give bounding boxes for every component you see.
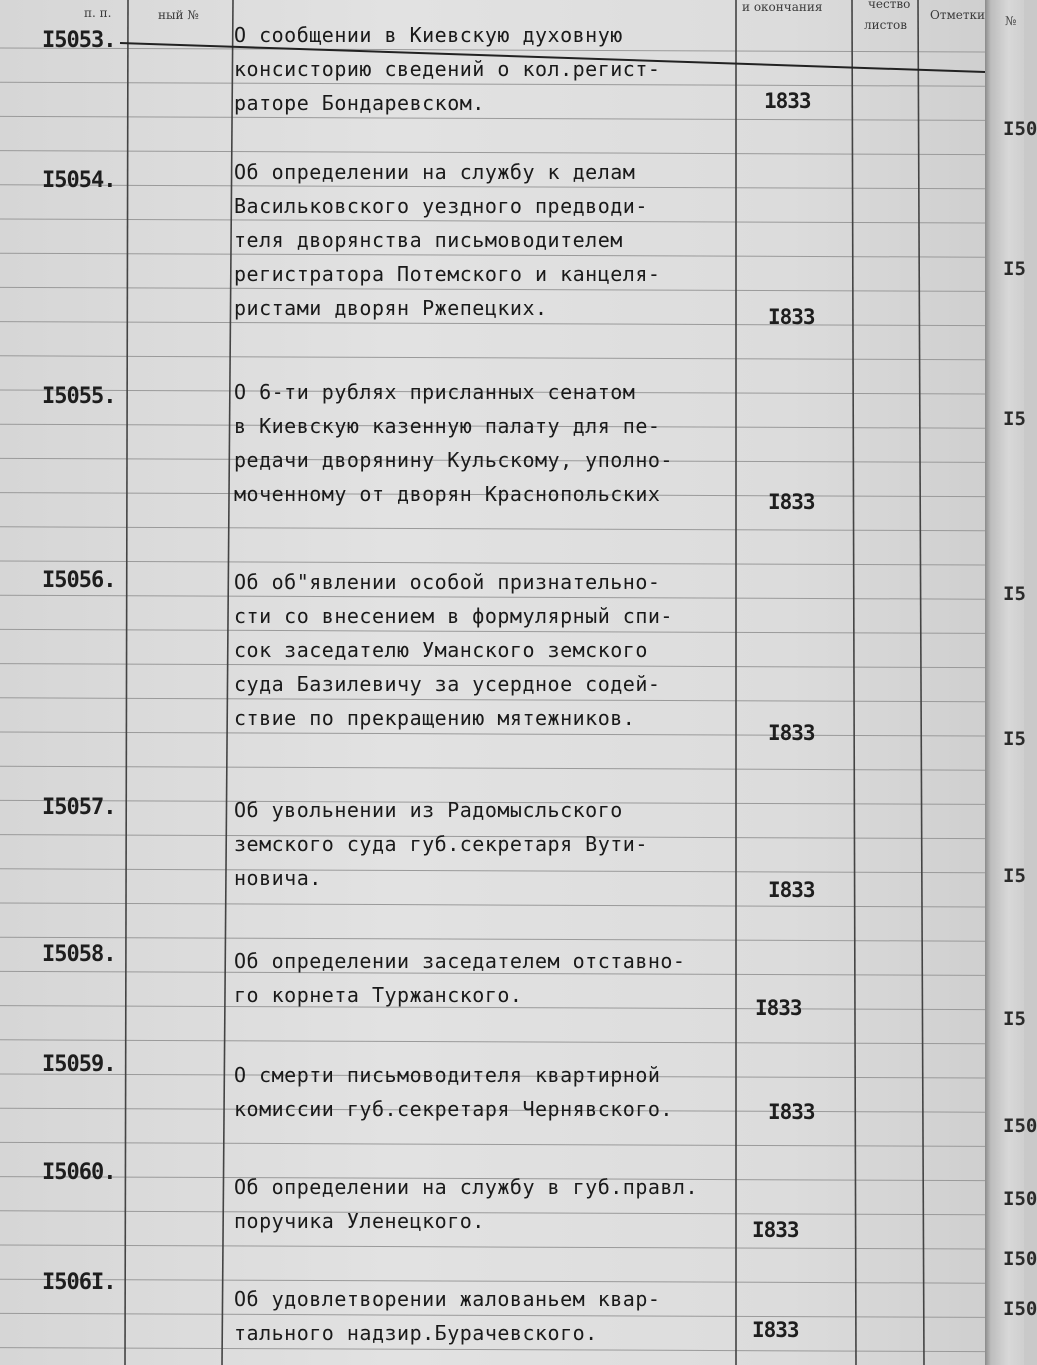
adjacent-page-header: № — [1005, 14, 1017, 28]
entry-line: раторе Бондаревском. — [234, 91, 485, 115]
entry-number: I5060. — [42, 1160, 116, 1185]
entry-number: I5058. — [42, 942, 116, 967]
entry-line: Об определении на службу в губ.правл. — [234, 1175, 699, 1199]
entry-line: теля дворянства письмоводителем — [234, 228, 623, 252]
entry-number: I5059. — [42, 1052, 116, 1077]
entry-year: I833 — [768, 721, 815, 745]
entry-line: го корнета Туржанского. — [234, 983, 523, 1007]
adjacent-page-number: I50 — [1003, 1115, 1037, 1137]
entry-year: I833 — [768, 490, 815, 514]
entry-number: I506I. — [42, 1270, 116, 1295]
entry-number: I5054. — [42, 168, 116, 193]
entry-line: поручика Уленецкого. — [234, 1209, 485, 1233]
entry-description — [234, 155, 754, 325]
entry-line: редачи дворянину Кульскому, уполно- — [234, 448, 673, 472]
adjacent-page-number: I50 — [1003, 1188, 1037, 1210]
ruled-line — [0, 903, 985, 907]
ruled-line — [0, 1040, 985, 1044]
ruled-line — [0, 151, 985, 155]
adjacent-page-number: I5 — [1003, 583, 1026, 605]
entry-line: новича. — [234, 866, 322, 890]
entry-line: Васильковского уездного предводи- — [234, 194, 648, 218]
adjacent-page-number: I5 — [1003, 728, 1026, 750]
header-col-sheets: листов — [864, 18, 907, 32]
ruled-line — [0, 356, 985, 360]
entry-line: комиссии губ.секретаря Чернявского. — [234, 1097, 673, 1121]
entry-description — [234, 1282, 754, 1350]
entry-line: О смерти письмоводителя квартирной — [234, 1063, 661, 1087]
entry-line: Об определении на службу к делам — [234, 160, 636, 184]
adjacent-page-number: I50 — [1003, 1248, 1037, 1270]
entry-description — [234, 375, 754, 511]
entry-line: регистратора Потемского и канцеля- — [234, 262, 661, 286]
entry-line: ристами дворян Ржепецких. — [234, 296, 548, 320]
ruled-line — [0, 766, 985, 770]
adjacent-page-number: I50 — [1003, 1298, 1037, 1320]
entry-year: I833 — [752, 1218, 799, 1242]
entry-line: сти со внесением в формулярный спи- — [234, 604, 673, 628]
ruled-line — [0, 937, 985, 941]
entry-line: ствие по прекращению мятежников. — [234, 706, 636, 730]
entry-description — [234, 565, 754, 735]
adjacent-page-number: I50 — [1003, 118, 1037, 140]
entry-line: тального надзир.Бурачевского. — [234, 1321, 598, 1345]
adjacent-page-number: I5 — [1003, 865, 1026, 887]
entry-line: консисторию сведений о кол.регист- — [234, 57, 661, 81]
adjacent-page-edge — [985, 0, 1037, 1365]
header-col-sheets-top: чество — [868, 0, 911, 11]
header-col-number: п. п. — [84, 6, 112, 20]
ruled-line — [0, 527, 985, 531]
adjacent-page-number: I5 — [1003, 258, 1026, 280]
entry-description — [234, 944, 754, 1012]
entry-description — [234, 18, 754, 120]
ruled-line — [0, 1245, 985, 1249]
entry-line: О сообщении в Киевскую духовную — [234, 23, 623, 47]
entry-year: I833 — [768, 1100, 815, 1124]
ruled-line — [0, 1142, 985, 1146]
header-col-notes: Отметки — [930, 8, 986, 22]
entry-line: Об увольнении из Радомысльского — [234, 798, 623, 822]
header-col-end-date: и окончания — [742, 0, 823, 14]
entry-line: земского суда губ.секретаря Вути- — [234, 832, 648, 856]
entry-number: I5055. — [42, 384, 116, 409]
entry-line: Об удовлетворении жалованьем квар- — [234, 1287, 661, 1311]
entry-line: суда Базилевичу за усердное содей- — [234, 672, 661, 696]
entry-line: сок заседателю Уманского земского — [234, 638, 648, 662]
entry-year: I833 — [752, 1318, 799, 1342]
entry-line: О 6-ти рублях присланных сенатом — [234, 380, 636, 404]
entry-line: в Киевскую казенную палату для пе- — [234, 414, 661, 438]
entry-line: Об определении заседателем отставно- — [234, 949, 686, 973]
entry-number: I5056. — [42, 568, 116, 593]
entry-year: 1833 — [764, 89, 811, 113]
entry-number: I5057. — [42, 795, 116, 820]
entry-description — [234, 793, 754, 895]
header-col-old-number: ный № — [158, 8, 199, 22]
entry-description — [234, 1170, 754, 1238]
entry-line: Об об"явлении особой признательно- — [234, 570, 661, 594]
entry-description — [234, 1058, 754, 1126]
entry-number: I5053. — [42, 28, 116, 53]
entry-line: моченному от дворян Краснопольских — [234, 482, 661, 506]
adjacent-page-number: I5 — [1003, 408, 1026, 430]
entry-year: I833 — [755, 996, 802, 1020]
entry-year: I833 — [768, 878, 815, 902]
adjacent-page-number: I5 — [1003, 1008, 1026, 1030]
entry-year: I833 — [768, 305, 815, 329]
